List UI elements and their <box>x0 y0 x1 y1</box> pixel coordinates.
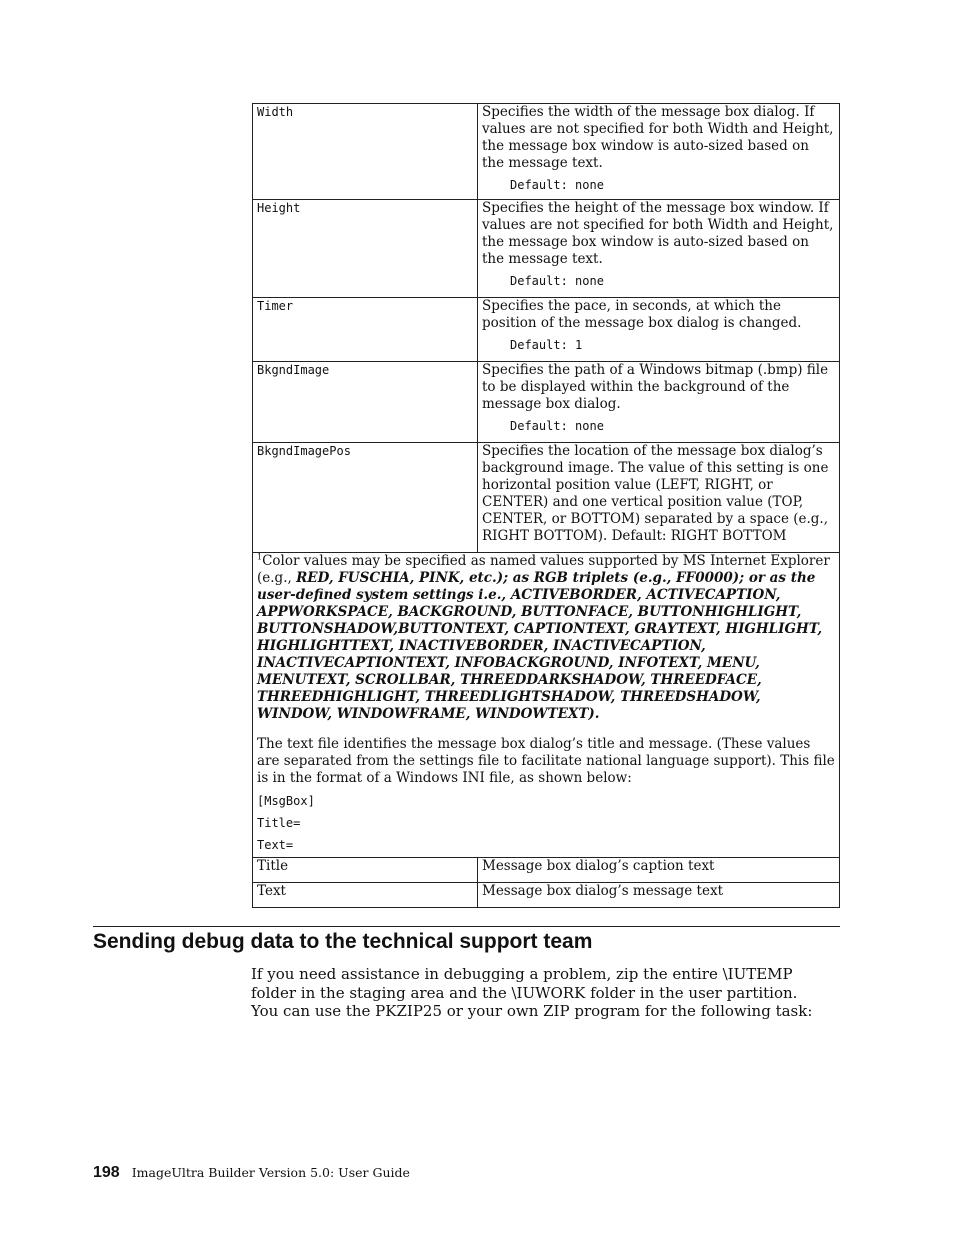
setting-key: Height <box>253 200 478 298</box>
section-body: If you need assistance in debugging a problem, zip the entire \IUTEMP folder in the staging area and the \IUWORK folder in the user partition. You can use the PKZIP25 or your own ZIP program for the following task: <box>251 965 813 1020</box>
text-key: Title <box>253 858 478 883</box>
setting-description: Specifies the width of the message box dialog. If values are not specified for both Width and Height, the message box window is auto-sized based on the message text. <box>482 104 834 171</box>
setting-default: Default: 1 <box>510 338 583 352</box>
text-description: Message box dialog’s caption text <box>478 858 840 883</box>
setting-description-cell <box>478 298 840 362</box>
setting-description-cell <box>478 362 840 443</box>
table-row <box>253 553 840 858</box>
setting-description: Specifies the location of the message box dialog’s background image. The value of this setting is one horizontal position value (LEFT, RIGHT, or CENTER) and one vertical position value (TOP, CENTER, or BOTTOM) separated by a space (e.g., RIGHT BOTTOM). Default: RIGHT BOTTOM <box>482 443 829 544</box>
document-title: ImageUltra Builder Version 5.0: User Guide <box>131 1165 410 1180</box>
ini-line: Text= <box>257 838 294 852</box>
text-description: Message box dialog’s message text <box>478 883 840 908</box>
footnote-italic-text: RED, FUSCHIA, PINK, etc.); as RGB triplets (e.g., FF0000); or as the user-defined system settings i.e., ACTIVEBORDER, ACTIVECAPTION, APPWORKSPACE, BACKGROUND, BUTTONFACE, BUTTONHIGHLIGHT, BUTTONSHADOW,BUTTONTEXT, CAPTIONTEXT, GRAYTEXT, HIGHLIGHT, HIGHLIGHTTEXT, INACTIVEBORDER, INACTIVECAPTION, INACTIVECAPTIONTEXT, INFOBACKGROUND, INFOTEXT, MENU, MENUTEXT, SCROLLBAR, THREEDDARKSHADOW, THREEDFACE, THREEDHIGHLIGHT, THREEDLIGHTSHADOW, THREEDSHADOW, WINDOW, WINDOWFRAME, WINDOWTEXT). <box>257 570 823 722</box>
setting-description-cell <box>478 443 840 553</box>
setting-key: Timer <box>253 298 478 362</box>
table-note <box>253 553 840 858</box>
setting-description-cell <box>478 104 840 200</box>
setting-default: Default: none <box>510 419 604 433</box>
color-footnote <box>257 553 835 723</box>
footnote-marker: 1 <box>257 552 263 562</box>
table-row <box>253 104 840 200</box>
setting-description: Specifies the path of a Windows bitmap (.bmp) file to be displayed within the background of the message box dialog. <box>482 362 829 412</box>
ini-line: [MsgBox] <box>257 794 315 808</box>
section-divider <box>93 926 840 927</box>
table-row <box>253 298 840 362</box>
table-row <box>253 883 840 908</box>
setting-description: Specifies the height of the message box window. If values are not specified for both Width and Height, the message box window is auto-sized based on the message text. <box>482 200 834 267</box>
table-row <box>253 858 840 883</box>
table-row <box>253 443 840 553</box>
setting-key: BkgndImagePos <box>253 443 478 553</box>
page-number: 198 <box>93 1164 120 1181</box>
setting-key: Width <box>253 104 478 200</box>
section-heading: Sending debug data to the technical support team <box>93 930 593 953</box>
table-row <box>253 200 840 298</box>
setting-key: BkgndImage <box>253 362 478 443</box>
page-footer <box>93 1162 410 1182</box>
setting-default: Default: none <box>510 274 604 288</box>
setting-description-cell <box>478 200 840 298</box>
text-file-paragraph: The text file identifies the message box dialog’s title and message. (These values are separated from the settings file to facilitate national language support). This file is in the format of a Windows INI file, as shown below: <box>257 736 835 786</box>
text-key: Text <box>253 883 478 908</box>
footnote-text: Color values may be specified as named values supported by MS Internet Explorer (e.g., <box>257 553 830 586</box>
settings-table <box>252 103 840 908</box>
table-row <box>253 362 840 443</box>
setting-default: Default: none <box>510 178 604 192</box>
setting-description: Specifies the pace, in seconds, at which the position of the message box dialog is changed. <box>482 298 802 331</box>
ini-line: Title= <box>257 816 301 830</box>
